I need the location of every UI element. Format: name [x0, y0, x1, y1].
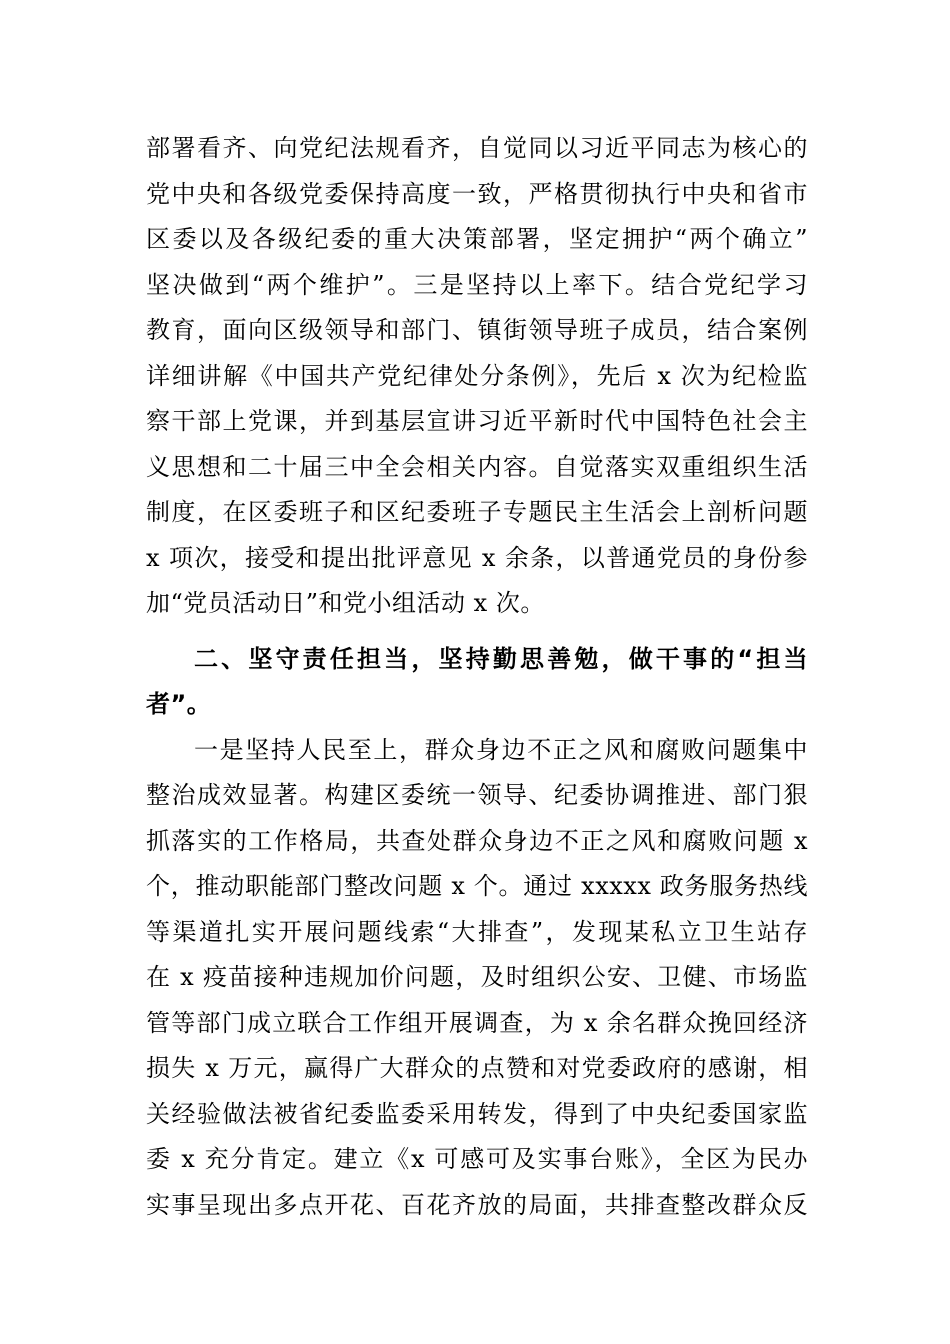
text-line: 详细讲解《中国共产党纪律处分条例》，先后 x 次为纪检监 [146, 361, 808, 390]
text-line: 坚决做到“两个维护”。三是坚持以上率下。结合党纪学习 [146, 270, 808, 299]
text-line: 损失 x 万元，赢得广大群众的点赞和对党委政府的感谢，相 [146, 1054, 808, 1082]
section-spacer [146, 627, 808, 637]
text-line: 在 x 疫苗接种违规加价问题，及时组织公安、卫健、市场监 [146, 963, 808, 991]
text-line: 等渠道扎实开展问题线索“大排查”，发现某私立卫生站存 [146, 917, 808, 946]
document-body [146, 126, 808, 1228]
text-line: 管等部门成立联合工作组开展调查，为 x 余名群众挽回经济 [146, 1008, 808, 1037]
text-line: 个，推动职能部门整改问题 x 个。通过 xxxxx 政务服务热线 [146, 872, 808, 900]
paragraph-2 [146, 728, 808, 1229]
heading-line: 二、坚守责任担当，坚持勤思善勉，做干事的“担当 [194, 644, 808, 673]
section-heading-2 [146, 637, 808, 728]
text-line: 部署看齐、向党纪法规看齐，自觉同以习近平同志为核心的 [146, 134, 808, 162]
text-line: 抓落实的工作格局，共查处群众身边不正之风和腐败问题 x [146, 826, 808, 855]
text-line: 加“党员活动日”和党小组活动 x 次。 [146, 589, 545, 617]
text-line: 教育，面向区级领导和部门、镇街领导班子成员，结合案例 [146, 316, 808, 344]
text-line: x 项次，接受和提出批评意见 x 余条，以普通党员的身份参 [146, 543, 808, 572]
text-line: 制度，在区委班子和区纪委班子专题民主生活会上剖析问题 [146, 498, 808, 526]
paragraph-1 [146, 126, 808, 627]
text-line: 一是坚持人民至上，群众身边不正之风和腐败问题集中 [194, 735, 808, 764]
text-line: 关经验做法被省纪委监委采用转发，得到了中央纪委国家监 [146, 1099, 808, 1128]
text-line: 实事呈现出多点开花、百花齐放的局面，共排查整改群众反 [146, 1190, 808, 1219]
text-line: 党中央和各级党委保持高度一致，严格贯彻执行中央和省市 [146, 179, 808, 208]
text-line: 区委以及各级纪委的重大决策部署，坚定拥护“两个确立” [146, 225, 808, 253]
text-line: 义思想和二十届三中全会相关内容。自觉落实双重组织生活 [146, 452, 808, 481]
text-line: 整治成效显著。构建区委统一领导、纪委协调推进、部门狠 [146, 781, 808, 809]
heading-line: 者”。 [146, 690, 212, 718]
text-line: 委 x 充分肯定。建立《x 可感可及实事台账》，全区为民办 [146, 1145, 808, 1173]
text-line: 察干部上党课，并到基层宣讲习近平新时代中国特色社会主 [146, 407, 808, 435]
